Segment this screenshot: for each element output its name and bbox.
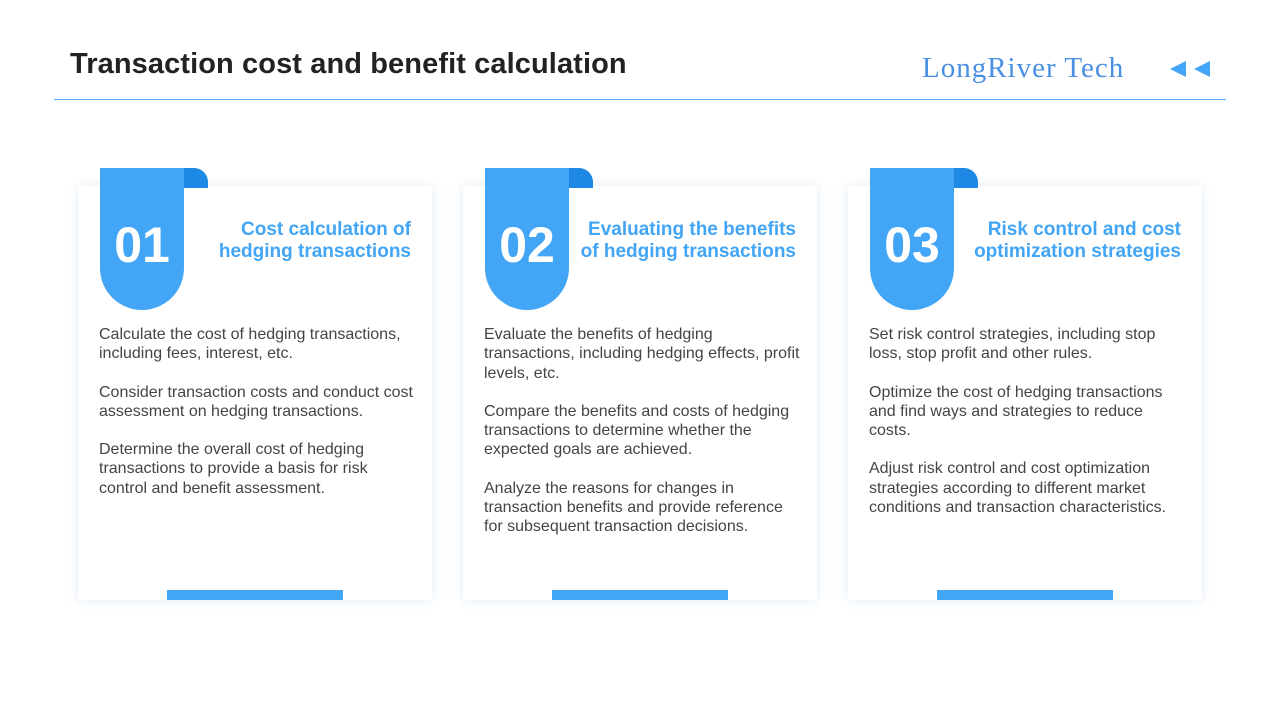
brand-name: LongRiver Tech (922, 52, 1125, 84)
card-number: 02 (499, 217, 555, 273)
card-paragraph: Consider transaction costs and conduct cost assessment on hedging transactions. (99, 383, 413, 420)
page-title: Transaction cost and benefit calculation (70, 48, 627, 80)
card-paragraph: Adjust risk control and cost optimization strategies according to different market conditions and transaction characteristics. (869, 460, 1167, 517)
card-paragraph: Optimize the cost of hedging transactions and find ways and strategies to reduce costs. (869, 383, 1163, 440)
card-heading: Cost calculation of hedging transactions (218, 219, 411, 262)
double-arrow-left-icon (1170, 59, 1214, 79)
card-paragraph: Compare the benefits and costs of hedging transactions to determine whether the expected goals are achieved. (484, 402, 790, 459)
card-paragraph: Calculate the cost of hedging transactions, including fees, interest, etc. (99, 326, 401, 363)
card-heading: Evaluating the benefits of hedging transactions (580, 219, 796, 262)
card-paragraph: Evaluate the benefits of hedging transactions, including hedging effects, profit levels, etc. (484, 326, 800, 382)
card-paragraph: Set risk control strategies, including stop loss, stop profit and other rules. (869, 326, 1156, 363)
card-body (484, 325, 802, 556)
card-accent-bar (552, 590, 728, 600)
card-paragraph: Analyze the reasons for changes in transaction benefits and provide reference for subsequent transaction decisions. (484, 479, 783, 536)
card-heading: Risk control and cost optimization strategies (974, 219, 1181, 262)
card-body (869, 325, 1187, 536)
card-evaluating-benefits (463, 186, 817, 600)
card-number: 03 (884, 217, 940, 273)
card-number: 01 (114, 217, 170, 273)
card-risk-control (848, 186, 1202, 600)
card-body (99, 325, 417, 517)
card-accent-bar (167, 590, 343, 600)
card-cost-calculation (78, 186, 432, 600)
card-paragraph: Determine the overall cost of hedging transactions to provide a basis for risk control and benefit assessment. (99, 441, 368, 497)
header-divider (54, 99, 1226, 100)
card-accent-bar (937, 590, 1113, 600)
